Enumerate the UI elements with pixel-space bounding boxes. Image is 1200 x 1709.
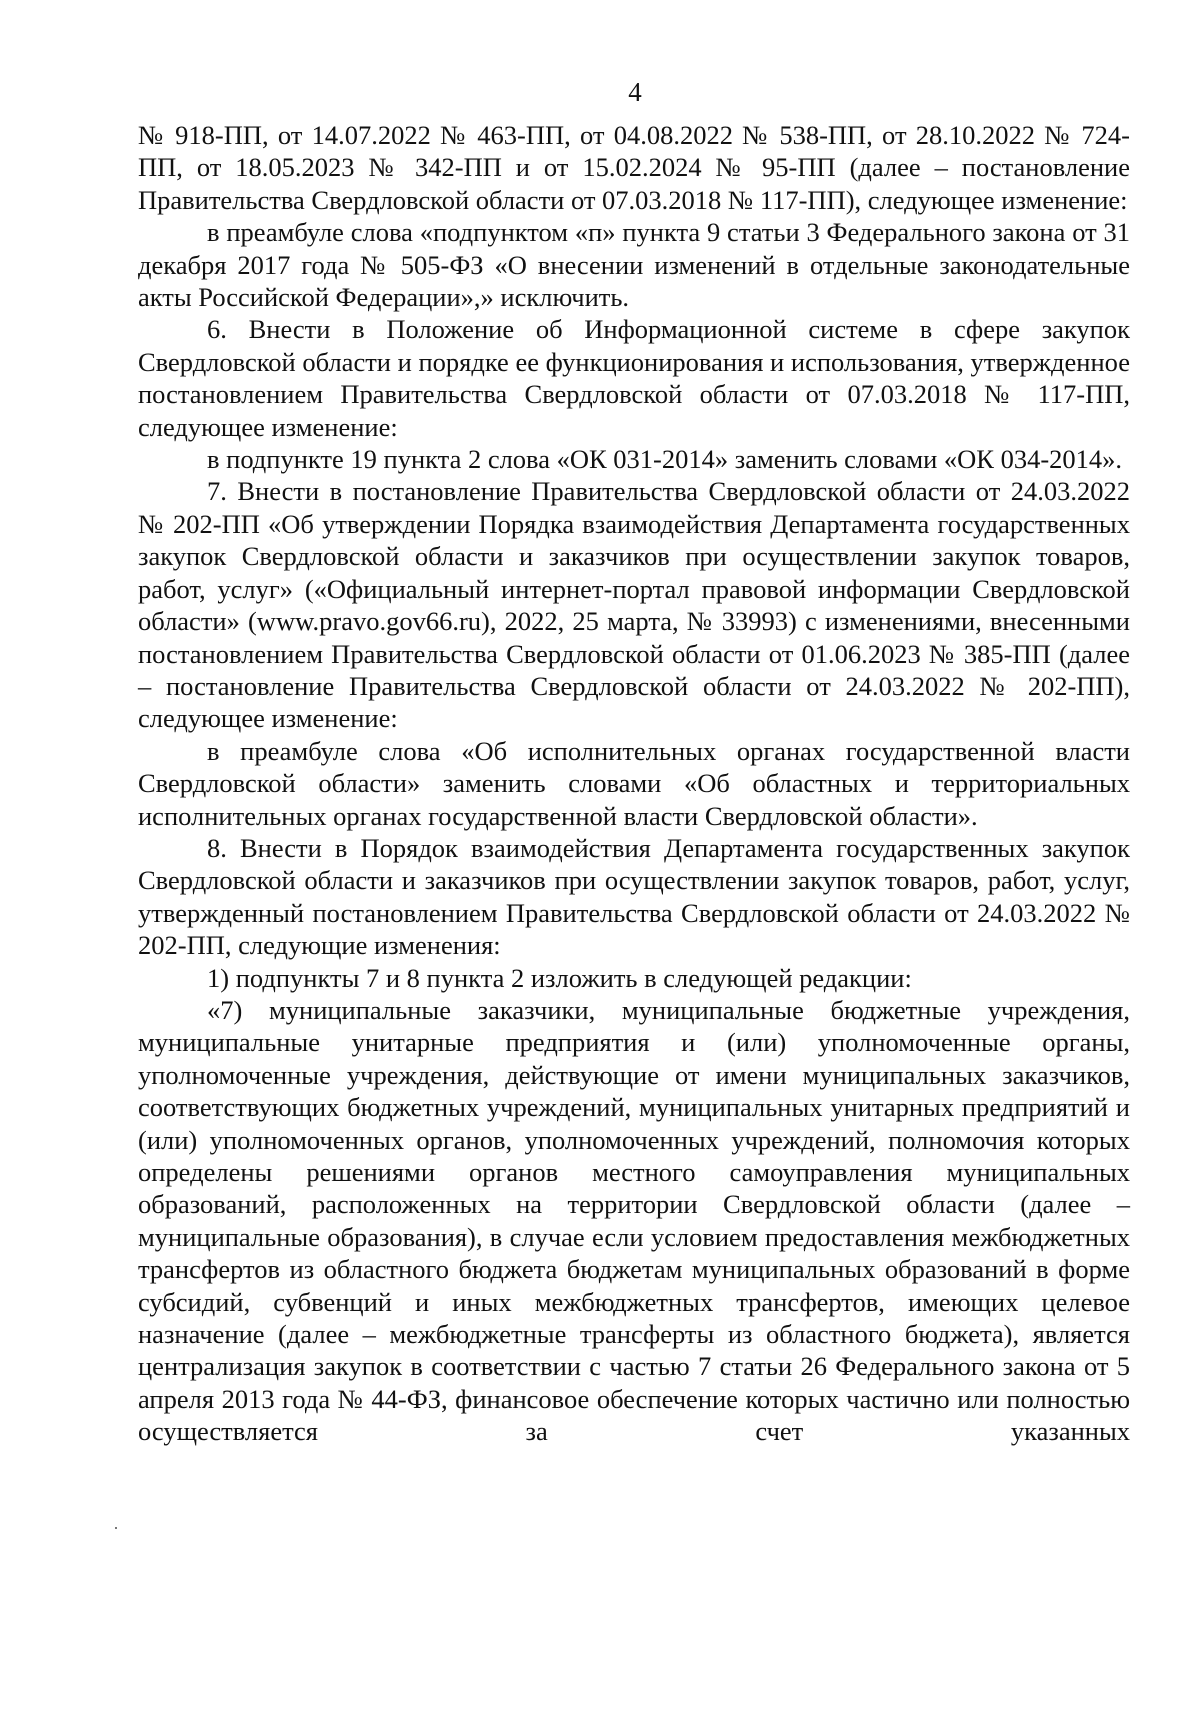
- paragraph-subitem-7-text: «7) муниципальные заказчики, муниципальные бюджетные учреждения, муниципальные унитарные предприятия и (или) уполномоченные органы, уполномоченные учреждения, действующие от имени муниципальных заказчиков, соответствующих бюджетных учреждений, муниципальных унитарных предприятий и (или) уполномоченных органов, уполномоченных учреждений, полномочия которых определены решениями органов местного самоуправления муниципальных образований, расположенных на территории Свердловской области (далее – муниципальные образования), в случае если условием предоставления межбюджетных трансфертов из областного бюджета бюджетам муниципальных образований в форме субсидий, субвенций и иных межбюджетных трансфертов, имеющих целевое назначение (далее – межбюджетные трансферты из областного бюджета), является централизация закупок в соответствии с частью 7 статьи 26 Федерального закона от 5 апреля 2013 года № 44-ФЗ, финансовое обеспечение которых частично или полностью осуществляется за счет указанных: [138, 994, 1130, 1447]
- paragraph-item-8: 8. Внести в Порядок взаимодействия Департамента государственных закупок Свердловской области и заказчиков при осуществлении закупок товаров, работ, услуг, утвержденный постановлением Правительства Свердловской области от 24.03.2022 № 202-ПП, следующие изменения:: [138, 832, 1130, 961]
- paragraph-preamble-change-1: в преамбуле слова «подпунктом «п» пункта 9 статьи 3 Федерального закона от 31 декабря 2017 года № 505-ФЗ «О внесении изменений в отдельные законодательные акты Российской Федерации»,» исключить.: [138, 217, 1130, 313]
- page-number: 4: [628, 77, 642, 107]
- document-body: [138, 119, 1130, 1448]
- paragraph-subitem-1: 1) подпункты 7 и 8 пункта 2 изложить в следующей редакции:: [207, 962, 912, 993]
- scan-speck: [115, 1527, 117, 1529]
- paragraph-item-6: 6. Внести в Положение об Информационной системе в сфере закупок Свердловской области и порядке ее функционирования и использования, утвержденное постановлением Правительства Свердловской области от 07.03.2018 № 117-ПП, следующее изменение:: [138, 314, 1130, 442]
- paragraph-continuation: № 918-ПП, от 14.07.2022 № 463-ПП, от 04.08.2022 № 538-ПП, от 28.10.2022 № 724-ПП, от 18.05.2023 № 342-ПП и от 15.02.2024 № 95-ПП (далее – постановление Правительства Свердловской области от 07.03.2018 № 117-ПП), следующее изменение:: [138, 120, 1130, 215]
- paragraph-item-7: 7. Внести в постановление Правительства Свердловской области от 24.03.2022 № 202-ПП «Об утверждении Порядка взаимодействия Департамента государственных закупок Свердловской области и заказчиков при осуществлении закупок товаров, работ, услуг» («Официальный интернет-портал правовой информации Свердловской области» (www.pravo.gov66.ru), 2022, 25 марта, № 33993) с изменениями, внесенными постановлением Правительства Свердловской области от 01.06.2023 № 385-ПП (далее – постановление Правительства Свердловской области от 24.03.2022 № 202-ПП), следующее изменение:: [138, 476, 1130, 734]
- paragraph-item-6-change: в подпункте 19 пункта 2 слова «ОК 031-2014» заменить словами «ОК 034-2014».: [207, 444, 1123, 475]
- paragraph-preamble-change-2: в преамбуле слова «Об исполнительных органах государственной власти Свердловской области» заменить словами «Об областных и территориальных исполнительных органах государственной власти Свердловской области».: [138, 735, 1130, 831]
